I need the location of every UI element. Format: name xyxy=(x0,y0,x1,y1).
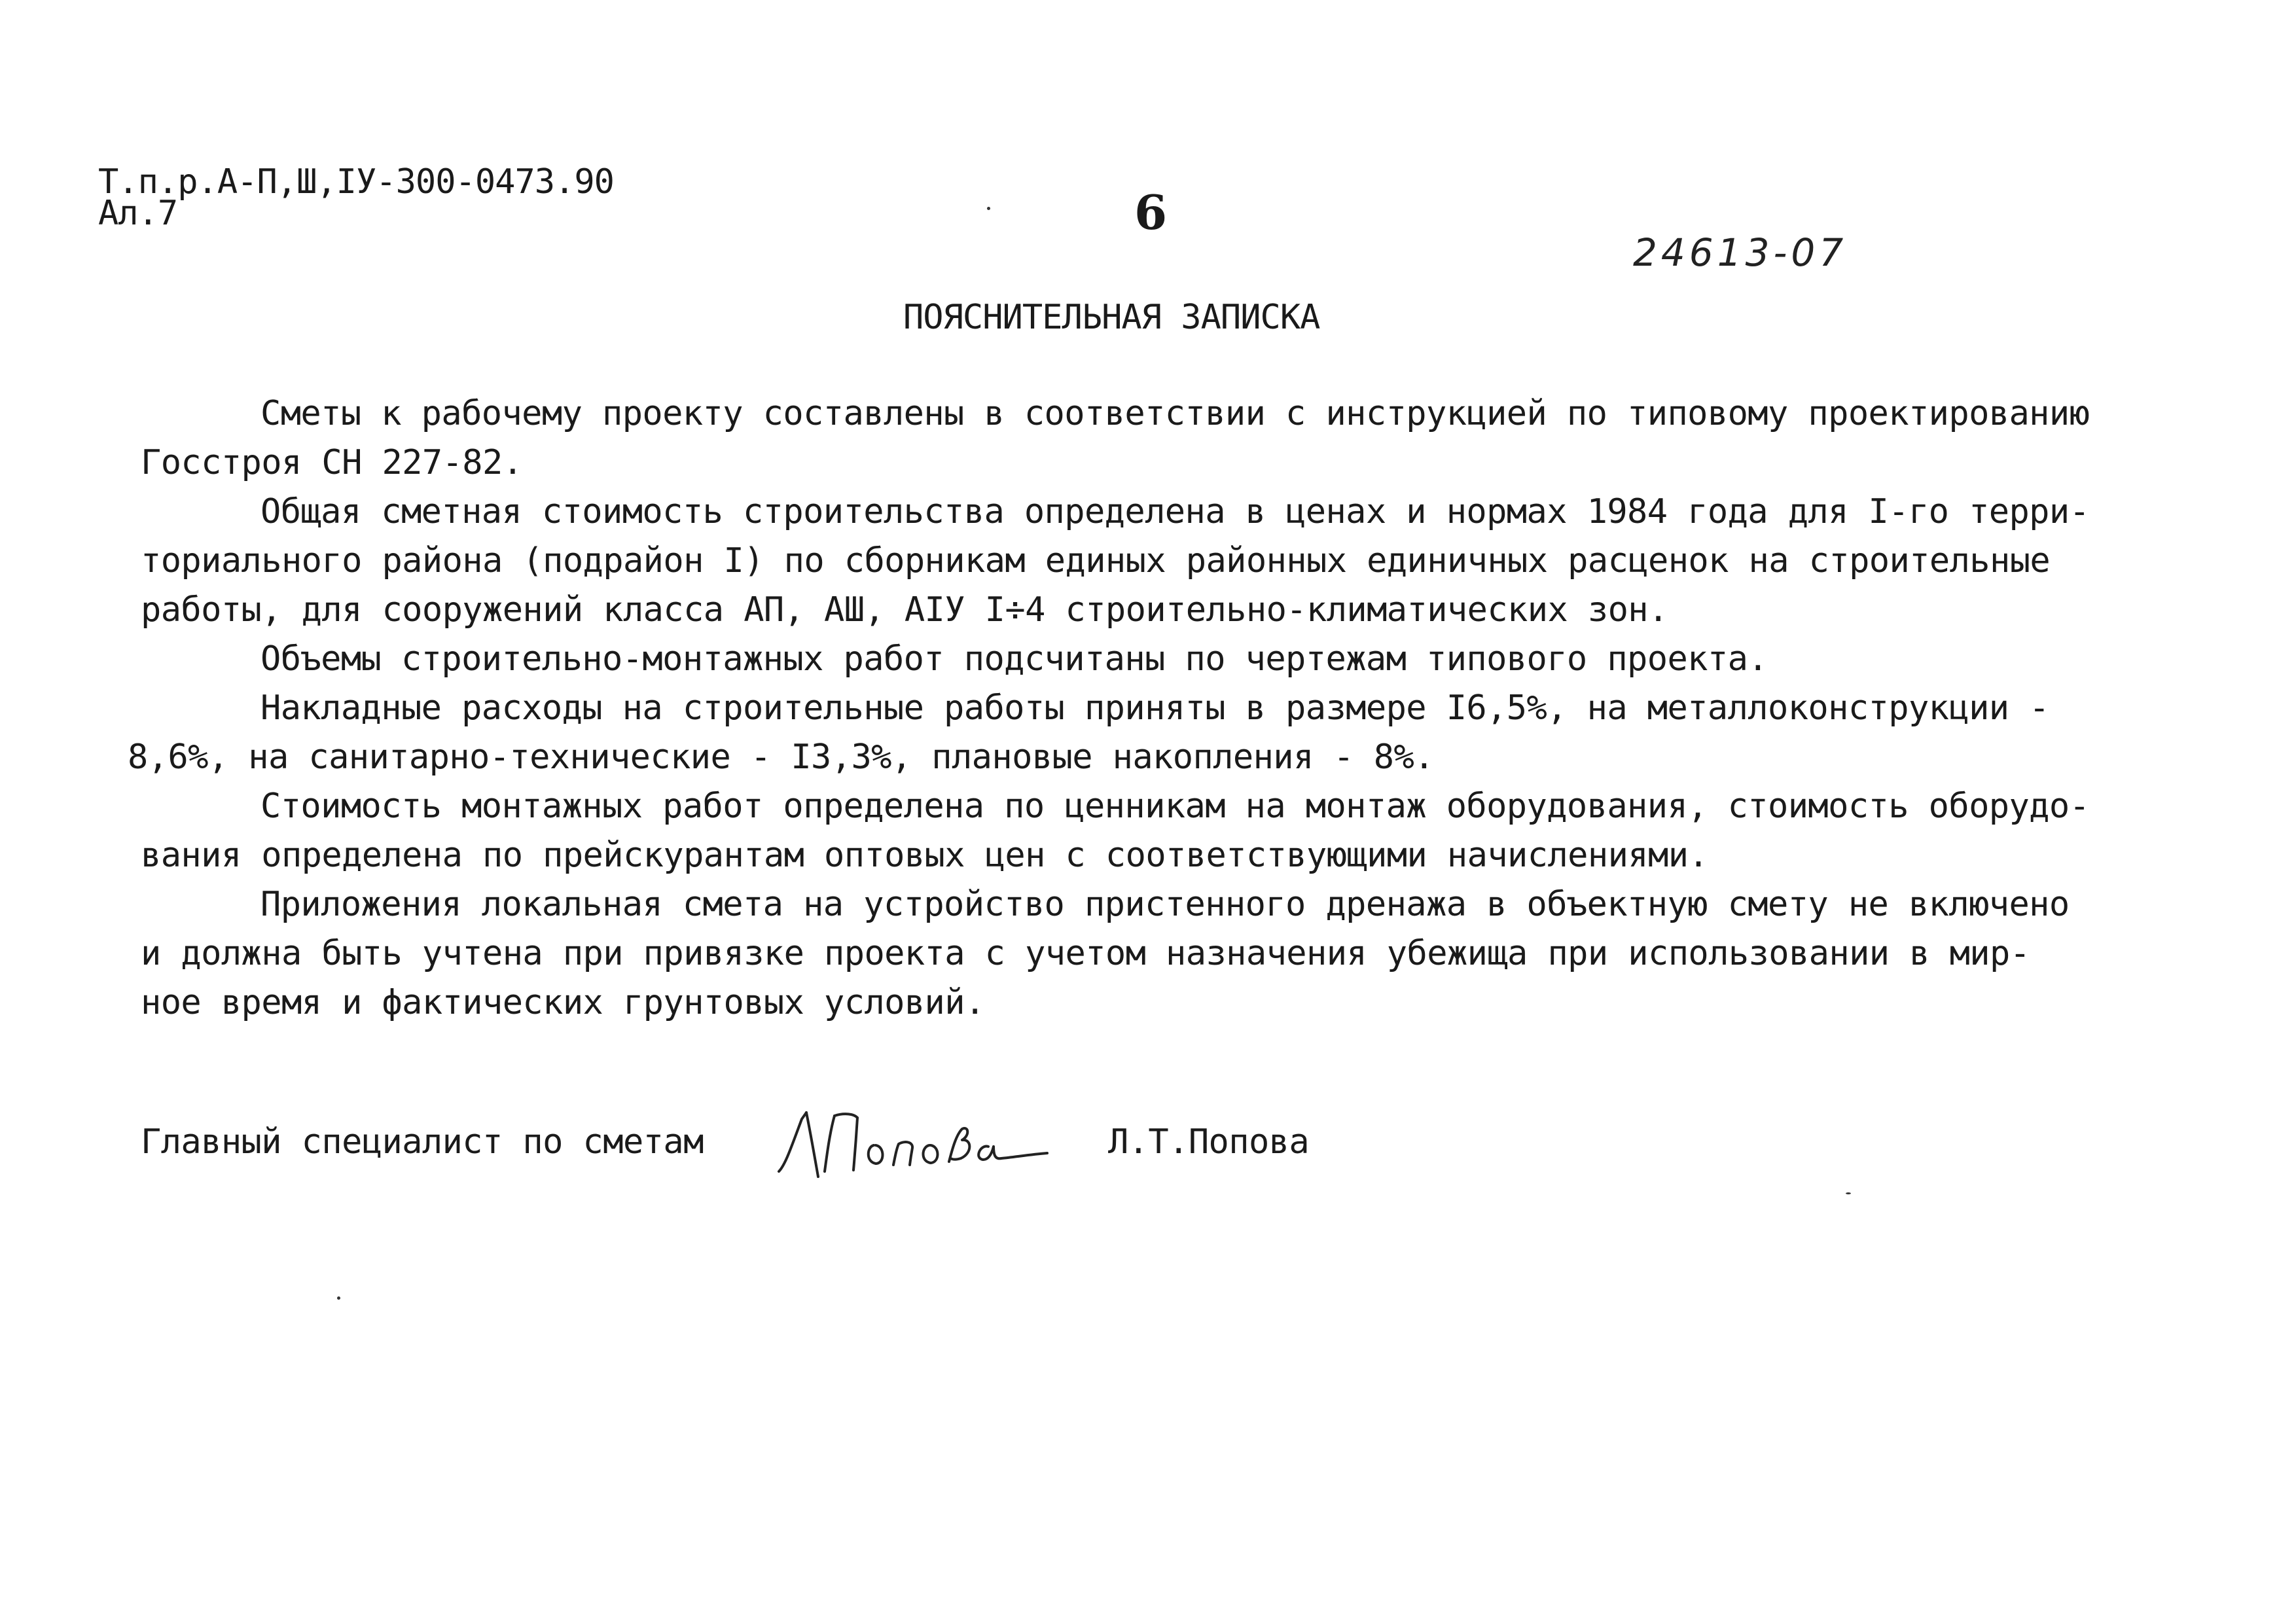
body-line: Стоимость монтажных работ определена по ценникам на монтаж оборудования, стоимость оборудо- xyxy=(260,787,2090,826)
sheet-number: Ал.7 xyxy=(98,194,178,233)
handwritten-signature xyxy=(772,1099,1054,1200)
document-reference: Т.п.р.А-П,Ш,IУ-300-0473.90 xyxy=(98,162,614,202)
scan-speck xyxy=(987,207,990,210)
body-line: Приложения локальная смета на устройство пристенного дренажа в объектную смету не включено xyxy=(260,885,2070,924)
body-line: Общая сметная стоимость строительства определена в ценах и нормах 1984 года для I-го терри- xyxy=(260,492,2090,531)
body-line: работы, для сооружений класса АП, АШ, АIУ I÷4 строительно-климатических зон. xyxy=(141,590,1668,630)
body-line: Госстроя СН 227-82. xyxy=(141,443,523,482)
scan-speck xyxy=(1846,1192,1851,1194)
signatory-position: Главный специалист по сметам xyxy=(141,1122,704,1162)
scan-speck xyxy=(337,1296,340,1300)
page-title: ПОЯСНИТЕЛЬНАЯ ЗАПИСКА xyxy=(903,298,1320,337)
page-number: 6 xyxy=(1134,185,1168,240)
body-line: вания определена по прейскурантам оптовых цен с соответствующими начислениями. xyxy=(141,836,1709,875)
body-line: Объемы строительно-монтажных работ подсчитаны по чертежам типового проекта. xyxy=(260,639,1768,679)
body-line: ное время и фактических грунтовых условий. xyxy=(141,983,985,1022)
body-line: 8,6%, на санитарно-технические - I3,3%, плановые накопления - 8%. xyxy=(128,738,1434,777)
handwritten-document-number: 24613-07 xyxy=(1633,230,1848,275)
body-line: ториального района (подрайон I) по сборникам единых районных единичных расценок на строительные xyxy=(141,541,2051,580)
body-line: Сметы к рабочему проекту составлены в соответствии с инструкцией по типовому проектированию xyxy=(260,394,2090,433)
body-line: и должна быть учтена при привязке проекта с учетом назначения убежища при использовании в мир- xyxy=(141,934,2030,973)
body-line: Накладные расходы на строительные работы приняты в размере I6,5%, на металлоконструкции - xyxy=(260,688,2049,728)
signatory-name: Л.Т.Попова xyxy=(1108,1122,1310,1162)
